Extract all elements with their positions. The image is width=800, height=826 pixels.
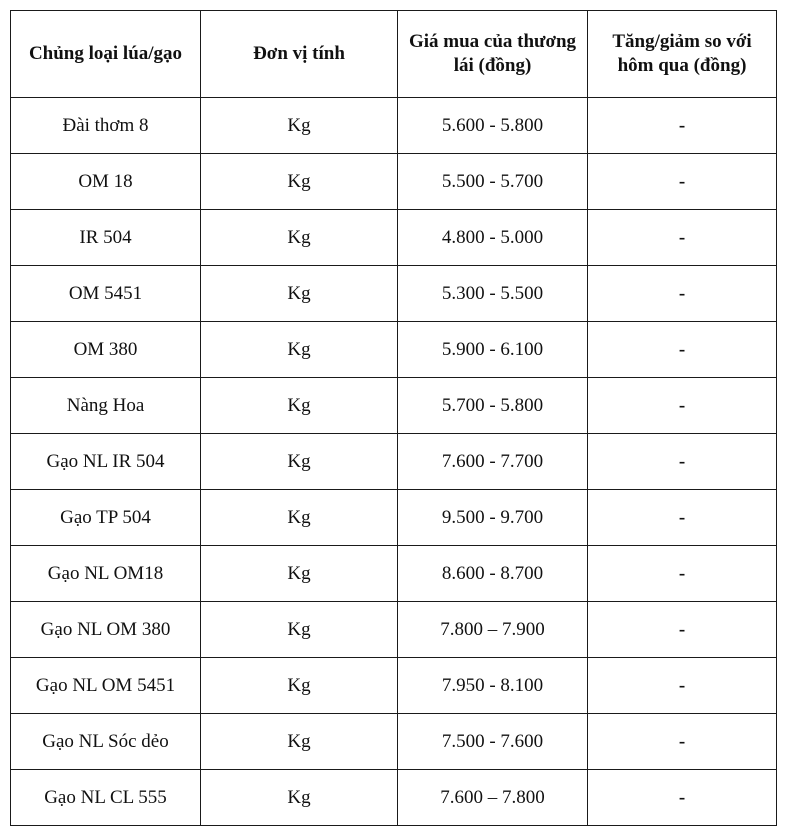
- cell-rice-type: OM 18: [11, 154, 201, 210]
- cell-price: 9.500 - 9.700: [398, 490, 588, 546]
- cell-change: -: [588, 602, 777, 658]
- cell-price: 7.600 – 7.800: [398, 770, 588, 826]
- cell-price: 5.500 - 5.700: [398, 154, 588, 210]
- cell-rice-type: Gạo NL OM 380: [11, 602, 201, 658]
- cell-price: 5.900 - 6.100: [398, 322, 588, 378]
- table-row: [11, 266, 777, 322]
- cell-price: 7.500 - 7.600: [398, 714, 588, 770]
- cell-change: -: [588, 322, 777, 378]
- cell-rice-type: Gạo NL OM18: [11, 546, 201, 602]
- cell-rice-type: Gạo TP 504: [11, 490, 201, 546]
- cell-unit: Kg: [201, 770, 398, 826]
- cell-rice-type: OM 380: [11, 322, 201, 378]
- rice-price-table: [10, 10, 777, 826]
- cell-price: 8.600 - 8.700: [398, 546, 588, 602]
- cell-price: 7.600 - 7.700: [398, 434, 588, 490]
- header-trader-price: Giá mua của thương lái (đồng): [398, 11, 588, 98]
- cell-rice-type: Gạo NL CL 555: [11, 770, 201, 826]
- cell-change: -: [588, 658, 777, 714]
- table-row: [11, 210, 777, 266]
- cell-unit: Kg: [201, 434, 398, 490]
- cell-price: 7.950 - 8.100: [398, 658, 588, 714]
- table-row: [11, 770, 777, 826]
- table-row: [11, 154, 777, 210]
- cell-unit: Kg: [201, 602, 398, 658]
- header-change: Tăng/giảm so với hôm qua (đồng): [588, 11, 777, 98]
- cell-price: 5.700 - 5.800: [398, 378, 588, 434]
- table-row: [11, 322, 777, 378]
- table-row: [11, 546, 777, 602]
- cell-change: -: [588, 266, 777, 322]
- cell-price: 5.300 - 5.500: [398, 266, 588, 322]
- price-table-container: [10, 10, 777, 826]
- table-body: [11, 98, 777, 826]
- cell-unit: Kg: [201, 154, 398, 210]
- table-row: [11, 602, 777, 658]
- cell-price: 5.600 - 5.800: [398, 98, 588, 154]
- cell-unit: Kg: [201, 210, 398, 266]
- cell-price: 4.800 - 5.000: [398, 210, 588, 266]
- cell-change: -: [588, 378, 777, 434]
- table-row: [11, 714, 777, 770]
- cell-unit: Kg: [201, 490, 398, 546]
- cell-rice-type: IR 504: [11, 210, 201, 266]
- header-unit: Đơn vị tính: [201, 11, 398, 98]
- cell-rice-type: Đài thơm 8: [11, 98, 201, 154]
- cell-unit: Kg: [201, 266, 398, 322]
- header-rice-type: Chủng loại lúa/gạo: [11, 11, 201, 98]
- cell-change: -: [588, 546, 777, 602]
- cell-change: -: [588, 154, 777, 210]
- cell-change: -: [588, 714, 777, 770]
- table-row: [11, 434, 777, 490]
- cell-rice-type: Nàng Hoa: [11, 378, 201, 434]
- cell-unit: Kg: [201, 322, 398, 378]
- cell-change: -: [588, 490, 777, 546]
- table-row: [11, 378, 777, 434]
- cell-change: -: [588, 210, 777, 266]
- cell-unit: Kg: [201, 378, 398, 434]
- cell-change: -: [588, 770, 777, 826]
- cell-rice-type: Gạo NL OM 5451: [11, 658, 201, 714]
- cell-unit: Kg: [201, 546, 398, 602]
- cell-unit: Kg: [201, 98, 398, 154]
- cell-rice-type: Gạo NL IR 504: [11, 434, 201, 490]
- cell-unit: Kg: [201, 658, 398, 714]
- cell-rice-type: Gạo NL Sóc dẻo: [11, 714, 201, 770]
- table-row: [11, 98, 777, 154]
- table-row: [11, 490, 777, 546]
- cell-change: -: [588, 98, 777, 154]
- cell-rice-type: OM 5451: [11, 266, 201, 322]
- cell-price: 7.800 – 7.900: [398, 602, 588, 658]
- table-header-row: [11, 11, 777, 98]
- table-row: [11, 658, 777, 714]
- cell-unit: Kg: [201, 714, 398, 770]
- cell-change: -: [588, 434, 777, 490]
